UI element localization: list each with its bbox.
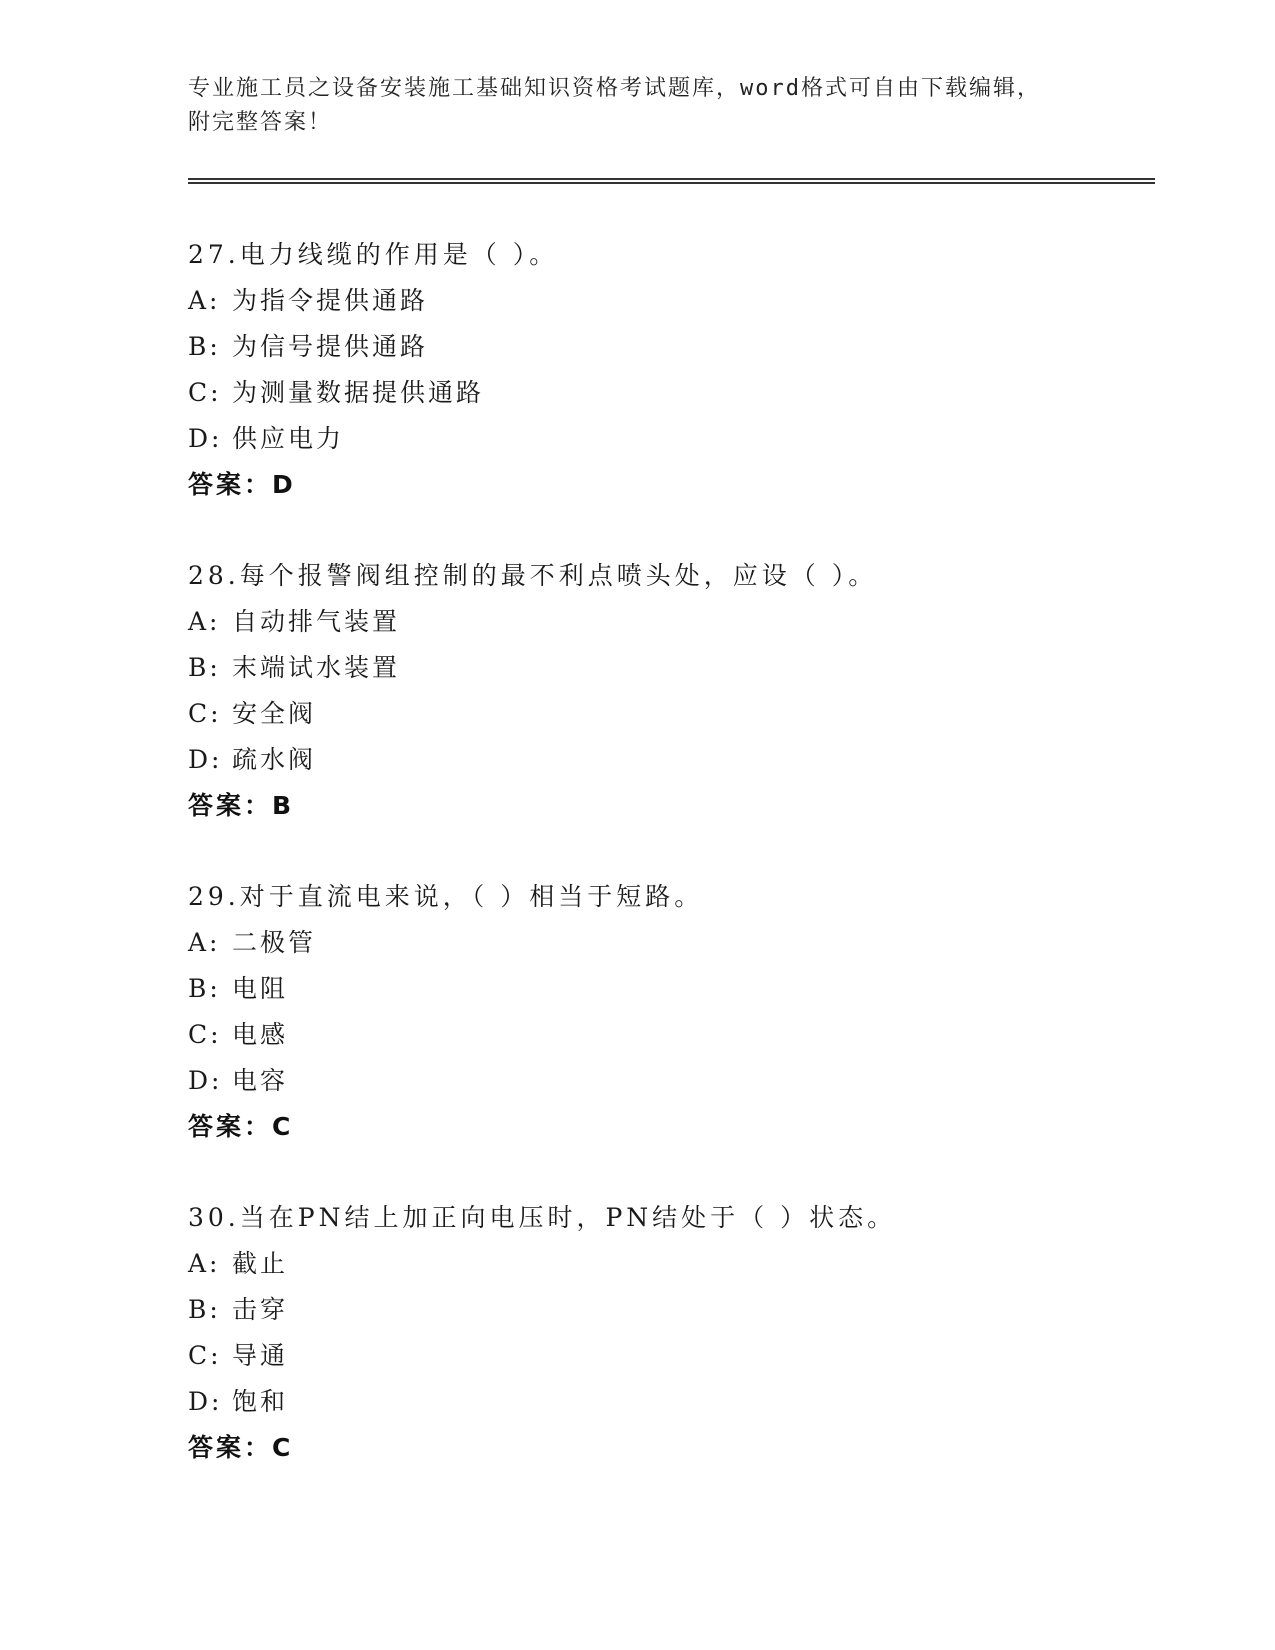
option-c (188, 1333, 1138, 1379)
option-text: 自动排气装置 (232, 607, 401, 636)
option-a (188, 1241, 1138, 1287)
question-28 (188, 553, 1138, 829)
option-text: 电感 (232, 1020, 289, 1049)
option-text: 安全阀 (232, 699, 317, 728)
option-letter: D: (188, 1387, 223, 1416)
option-text: 为测量数据提供通路 (232, 378, 485, 407)
option-letter: A: (188, 286, 221, 315)
question-text: 30.当在PN结上加正向电压时，PN结处于（ ）状态。 (188, 1203, 897, 1232)
question-30 (188, 1195, 1138, 1471)
option-d (188, 416, 1138, 462)
option-b (188, 1287, 1138, 1333)
option-text: 末端试水装置 (232, 653, 401, 682)
option-text: 二极管 (232, 928, 317, 957)
answer-line: 答案：C (188, 1112, 294, 1141)
option-letter: A: (188, 1249, 221, 1278)
answer-line: 答案：D (188, 470, 296, 499)
option-d (188, 1379, 1138, 1425)
option-letter: A: (188, 928, 221, 957)
question-text: 28.每个报警阀组控制的最不利点喷头处，应设（ ）。 (188, 561, 878, 590)
option-b (188, 645, 1138, 691)
option-text: 导通 (232, 1341, 289, 1370)
option-letter: C: (188, 1341, 222, 1370)
option-text: 饱和 (232, 1387, 289, 1416)
option-text: 击穿 (232, 1295, 289, 1324)
option-letter: D: (188, 424, 223, 453)
option-a (188, 920, 1138, 966)
option-d (188, 1058, 1138, 1104)
option-text: 截止 (232, 1249, 289, 1278)
option-a (188, 599, 1138, 645)
option-c (188, 1012, 1138, 1058)
option-letter: A: (188, 607, 221, 636)
header-line-2: 附完整答案！ (188, 110, 333, 135)
question-list (188, 232, 1138, 1516)
option-text: 供应电力 (232, 424, 345, 453)
option-d (188, 737, 1138, 783)
option-c (188, 370, 1138, 416)
option-text: 为信号提供通路 (232, 332, 429, 361)
question-27 (188, 232, 1138, 508)
header-line-1: 专业施工员之设备安装施工基础知识资格考试题库，word格式可自由下载编辑， (188, 76, 1041, 101)
option-text: 为指令提供通路 (232, 286, 429, 315)
option-letter: C: (188, 1020, 222, 1049)
option-letter: B: (188, 974, 221, 1003)
option-letter: C: (188, 699, 222, 728)
option-b (188, 324, 1138, 370)
question-text: 29.对于直流电来说，（ ）相当于短路。 (188, 882, 704, 911)
answer-line: 答案：C (188, 1433, 294, 1462)
header-divider (188, 178, 1155, 184)
option-letter: D: (188, 745, 223, 774)
page-header (188, 72, 1088, 140)
option-letter: B: (188, 332, 221, 361)
option-text: 疏水阀 (232, 745, 317, 774)
option-c (188, 691, 1138, 737)
option-letter: B: (188, 653, 221, 682)
question-29 (188, 874, 1138, 1150)
option-b (188, 966, 1138, 1012)
answer-line: 答案：B (188, 791, 295, 820)
option-letter: C: (188, 378, 222, 407)
option-a (188, 278, 1138, 324)
option-letter: B: (188, 1295, 221, 1324)
option-letter: D: (188, 1066, 223, 1095)
option-text: 电容 (232, 1066, 289, 1095)
question-text: 27.电力线缆的作用是（ ）。 (188, 240, 559, 269)
option-text: 电阻 (232, 974, 289, 1003)
